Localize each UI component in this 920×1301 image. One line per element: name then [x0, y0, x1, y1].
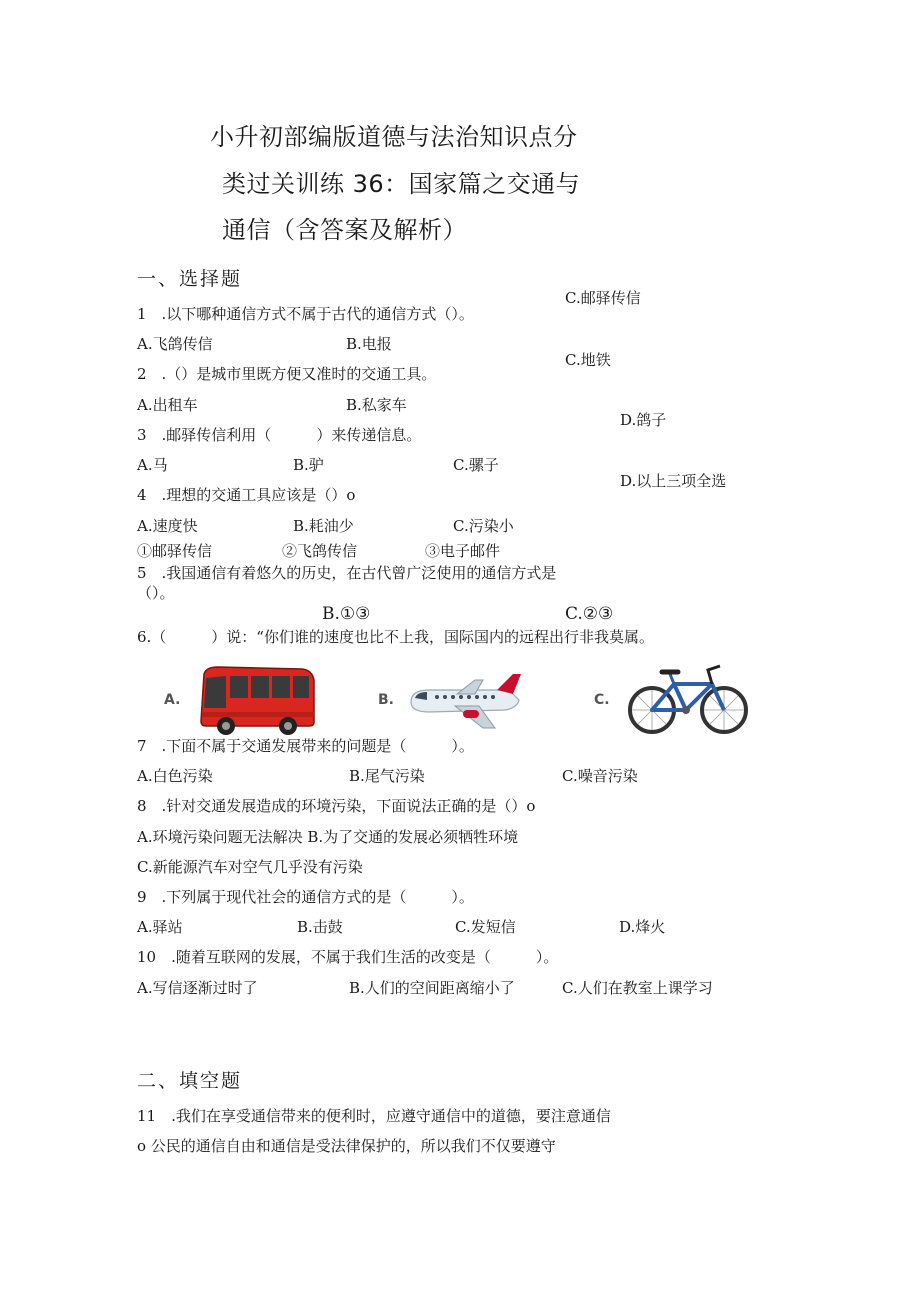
q6-option-c-label: C.	[594, 692, 610, 708]
q4-option-d: D.以上三项全选	[620, 472, 727, 490]
q7-option-c: C.噪音污染	[562, 767, 638, 785]
q7-option-a: A.白色污染	[137, 767, 213, 785]
page-title-line3: 通信（含答案及解析）	[222, 216, 467, 244]
q4-stem: 4 .理想的交通工具应该是（）o	[137, 486, 356, 504]
q4-option-b: B.耗油少	[293, 517, 354, 535]
q9-option-d: D.烽火	[619, 918, 666, 936]
q3-option-b: B.驴	[293, 456, 324, 474]
q9-option-a: A.驿站	[137, 918, 183, 936]
q2-option-c: C.地铁	[565, 351, 611, 369]
q4-option-a: A.速度快	[137, 517, 198, 535]
q1-option-b: B.电报	[346, 335, 392, 353]
q7-option-b: B.尾气污染	[349, 767, 425, 785]
section-heading-fill-blank: 二、填空题	[137, 1070, 243, 1092]
q10-stem: 10 .随着互联网的发展，不属于我们生活的改变是（ ）。	[137, 948, 559, 966]
q5-item-1: ①邮驿传信	[137, 542, 213, 560]
q1-stem: 1 .以下哪种通信方式不属于古代的通信方式（）。	[137, 305, 474, 323]
q8-option-c: C.新能源汽车对空气几乎没有污染	[137, 858, 363, 876]
q2-option-a: A.出租车	[137, 396, 198, 414]
q5-stem-line2: （）。	[137, 584, 175, 602]
q10-option-c: C.人们在教室上课学习	[562, 979, 713, 997]
q5-option-c: C.②③	[565, 604, 614, 624]
q9-option-b: B.击鼓	[297, 918, 343, 936]
q9-option-c: C.发短信	[455, 918, 516, 936]
bicycle-image	[626, 662, 750, 738]
q9-stem: 9 .下列属于现代社会的通信方式的是（ ）。	[137, 888, 474, 906]
q3-option-a: A.马	[137, 456, 168, 474]
q3-option-d: D.鸽子	[620, 411, 667, 429]
q8-option-ab: A.环境污染问题无法解决 B.为了交通的发展必须牺牲环境	[137, 828, 519, 846]
q1-option-a: A.飞鸽传信	[137, 335, 213, 353]
bus-image	[196, 664, 318, 736]
q8-stem: 8 .针对交通发展造成的环境污染，下面说法正确的是（）o	[137, 797, 536, 815]
q1-option-c: C.邮驿传信	[565, 289, 641, 307]
q5-item-3: ③电子邮件	[425, 542, 501, 560]
page-title-line2: 类过关训练 36：国家篇之交通与	[222, 170, 581, 198]
q2-stem: 2 .（）是城市里既方便又准时的交通工具。	[137, 365, 437, 383]
page-title-line1: 小升初部编版道德与法治知识点分	[210, 123, 578, 151]
q7-stem: 7 .下面不属于交通发展带来的问题是（ ）。	[137, 737, 474, 755]
q5-item-2: ②飞鸽传信	[282, 542, 358, 560]
q4-option-c: C.污染小	[453, 517, 514, 535]
q6-stem: 6.（ ）说：“你们谁的速度也比不上我，国际国内的远程出行非我莫属。	[137, 628, 654, 646]
airplane-image	[405, 670, 525, 734]
q5-option-b: B.①③	[322, 604, 371, 624]
q5-stem-line1: 5 .我国通信有着悠久的历史，在古代曾广泛使用的通信方式是	[137, 564, 557, 582]
q6-option-a-label: A.	[164, 692, 181, 708]
q11-line2: o 公民的通信自由和通信是受法律保护的，所以我们不仅要遵守	[137, 1137, 556, 1155]
q3-stem: 3 .邮驿传信利用（ ）来传递信息。	[137, 426, 422, 444]
section-heading-choice: 一、选择题	[137, 268, 243, 290]
q10-option-a: A.写信逐渐过时了	[137, 979, 258, 997]
q2-option-b: B.私家车	[346, 396, 407, 414]
q10-option-b: B.人们的空间距离缩小了	[349, 979, 515, 997]
q11-line1: 11 .我们在享受通信带来的便利时，应遵守通信中的道德，要注意通信	[137, 1107, 611, 1125]
q6-option-b-label: B.	[378, 692, 394, 708]
q3-option-c: C.骡子	[453, 456, 499, 474]
